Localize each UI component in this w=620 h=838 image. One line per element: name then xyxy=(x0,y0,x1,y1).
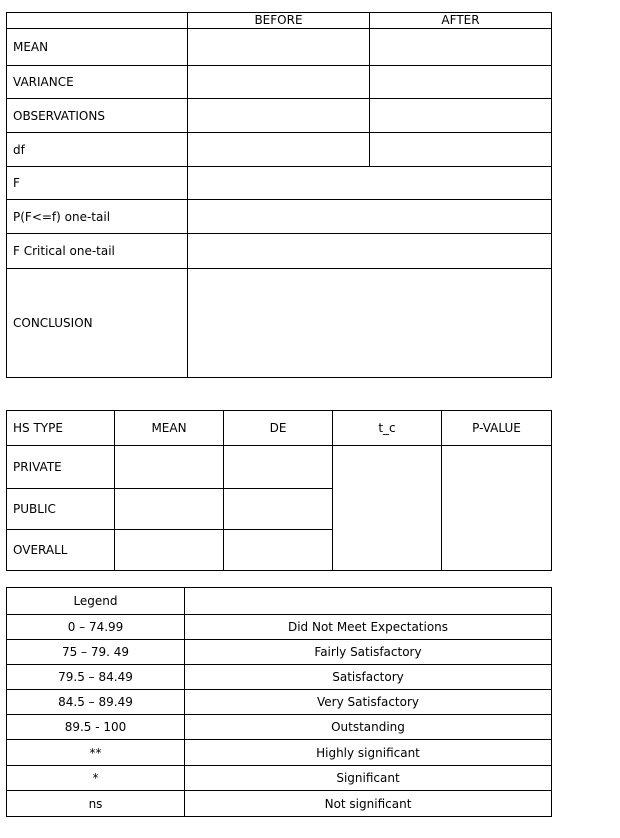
f-critical-value-cell xyxy=(188,234,552,269)
legend-description: Satisfactory xyxy=(185,665,552,690)
f-value-cell xyxy=(188,167,552,200)
observations-before-cell xyxy=(188,99,370,133)
variance-before-cell xyxy=(188,66,370,99)
private-label: PRIVATE xyxy=(7,446,115,489)
before-header: BEFORE xyxy=(188,13,370,29)
tc-header: t_c xyxy=(333,411,442,446)
hs-type-header-row xyxy=(7,411,552,446)
legend-description: Outstanding xyxy=(185,715,552,740)
f-critical-row xyxy=(7,234,552,269)
legend-row xyxy=(7,690,552,715)
df-before-cell xyxy=(188,133,370,167)
legend-description: Not significant xyxy=(185,791,552,817)
legend-description: Significant xyxy=(185,766,552,791)
legend-description: Very Satisfactory xyxy=(185,690,552,715)
overall-de-cell xyxy=(224,530,333,571)
p-one-tail-value-cell xyxy=(188,200,552,234)
empty-header-cell xyxy=(7,13,188,29)
private-mean-cell xyxy=(115,446,224,489)
conclusion-value-cell xyxy=(188,269,552,378)
legend-range: 0 – 74.99 xyxy=(7,615,185,640)
p-one-tail-label: P(F<=f) one-tail xyxy=(7,200,188,234)
legend-title: Legend xyxy=(7,588,185,615)
overall-label: OVERALL xyxy=(7,530,115,571)
df-label: df xyxy=(7,133,188,167)
variance-row xyxy=(7,66,552,99)
public-label: PUBLIC xyxy=(7,489,115,530)
f-test-table xyxy=(6,12,552,378)
p-one-tail-row xyxy=(7,200,552,234)
legend-row xyxy=(7,665,552,690)
legend-header-empty xyxy=(185,588,552,615)
legend-row xyxy=(7,791,552,817)
overall-mean-cell xyxy=(115,530,224,571)
observations-after-cell xyxy=(370,99,552,133)
f-test-header-row xyxy=(7,13,552,29)
legend-range: ns xyxy=(7,791,185,817)
legend-row xyxy=(7,740,552,766)
legend-range: 84.5 – 89.49 xyxy=(7,690,185,715)
legend-row xyxy=(7,640,552,665)
df-after-cell xyxy=(370,133,552,167)
conclusion-label: CONCLUSION xyxy=(7,269,188,378)
f-label: F xyxy=(7,167,188,200)
mean-header: MEAN xyxy=(115,411,224,446)
f-row xyxy=(7,167,552,200)
legend-range: 89.5 - 100 xyxy=(7,715,185,740)
private-row xyxy=(7,446,552,489)
hs-type-table xyxy=(6,410,552,571)
variance-label: VARIANCE xyxy=(7,66,188,99)
observations-row xyxy=(7,99,552,133)
after-header: AFTER xyxy=(370,13,552,29)
legend-range: 79.5 – 84.49 xyxy=(7,665,185,690)
legend-header-row xyxy=(7,588,552,615)
legend-range: * xyxy=(7,766,185,791)
de-header: DE xyxy=(224,411,333,446)
tc-value-cell xyxy=(333,446,442,571)
f-critical-label: F Critical one-tail xyxy=(7,234,188,269)
df-row xyxy=(7,133,552,167)
private-de-cell xyxy=(224,446,333,489)
mean-after-cell xyxy=(370,29,552,66)
legend-range: ** xyxy=(7,740,185,766)
p-value-header: P-VALUE xyxy=(442,411,552,446)
legend-range: 75 – 79. 49 xyxy=(7,640,185,665)
legend-row xyxy=(7,766,552,791)
observations-label: OBSERVATIONS xyxy=(7,99,188,133)
p-value-cell xyxy=(442,446,552,571)
hs-type-header: HS TYPE xyxy=(7,411,115,446)
mean-label: MEAN xyxy=(7,29,188,66)
legend-description: Fairly Satisfactory xyxy=(185,640,552,665)
legend-description: Did Not Meet Expectations xyxy=(185,615,552,640)
legend-description: Highly significant xyxy=(185,740,552,766)
mean-before-cell xyxy=(188,29,370,66)
public-de-cell xyxy=(224,489,333,530)
conclusion-row xyxy=(7,269,552,378)
variance-after-cell xyxy=(370,66,552,99)
legend-row xyxy=(7,615,552,640)
mean-row xyxy=(7,29,552,66)
legend-row xyxy=(7,715,552,740)
legend-table xyxy=(6,587,552,817)
public-mean-cell xyxy=(115,489,224,530)
